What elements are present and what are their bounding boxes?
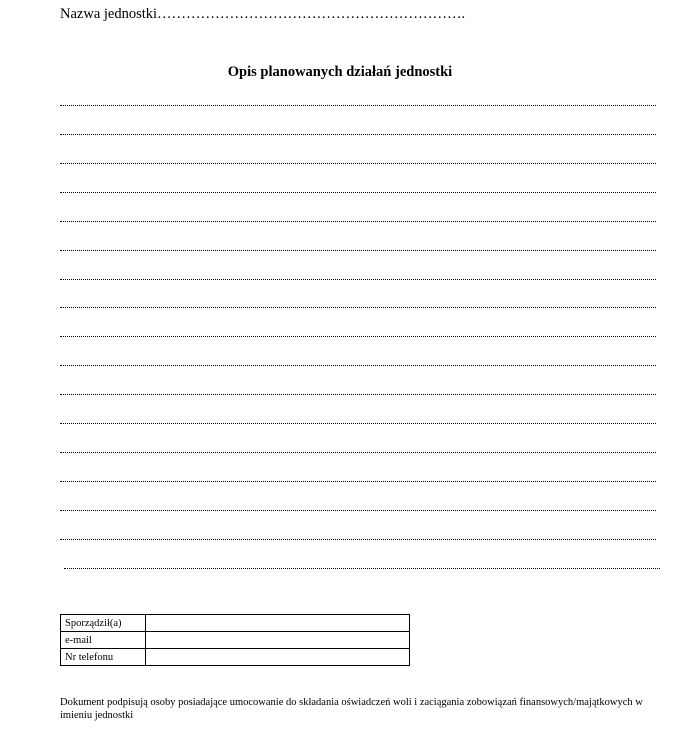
description-line[interactable] [60, 250, 656, 251]
unit-name-placeholder[interactable]: ………………………………………………………. [157, 6, 466, 22]
description-line[interactable] [60, 221, 656, 222]
description-line[interactable] [60, 307, 656, 308]
prepared-by-label: Sporządził(a) [61, 615, 146, 632]
table-row [61, 632, 410, 649]
description-line[interactable] [64, 568, 660, 569]
contact-table [60, 614, 410, 666]
unit-name-field[interactable] [60, 6, 465, 23]
description-line[interactable] [60, 394, 656, 395]
phone-field[interactable] [146, 649, 410, 666]
description-line[interactable] [60, 423, 656, 424]
description-line[interactable] [60, 134, 656, 135]
description-line[interactable] [60, 481, 656, 482]
table-row [61, 615, 410, 632]
description-line[interactable] [60, 192, 656, 193]
email-field[interactable] [146, 632, 410, 649]
description-line[interactable] [60, 336, 656, 337]
description-line[interactable] [60, 163, 656, 164]
description-line[interactable] [60, 105, 656, 106]
page-title: Opis planowanych działań jednostki [227, 64, 453, 80]
unit-name-label: Nazwa jednostki [60, 6, 158, 22]
description-line[interactable] [60, 365, 656, 366]
email-label: e-mail [61, 632, 146, 649]
description-line[interactable] [60, 539, 656, 540]
description-line[interactable] [60, 279, 656, 280]
description-line[interactable] [60, 452, 656, 453]
prepared-by-field[interactable] [146, 615, 410, 632]
phone-label: Nr telefonu [61, 649, 146, 666]
footer-note: Dokument podpisują osoby posiadające umocowanie do składania oświadczeń woli i zaciągania zobowiązań finansowych/majątkowych w imieniu jednostki [60, 697, 643, 721]
description-line[interactable] [60, 510, 656, 511]
table-row [61, 649, 410, 666]
